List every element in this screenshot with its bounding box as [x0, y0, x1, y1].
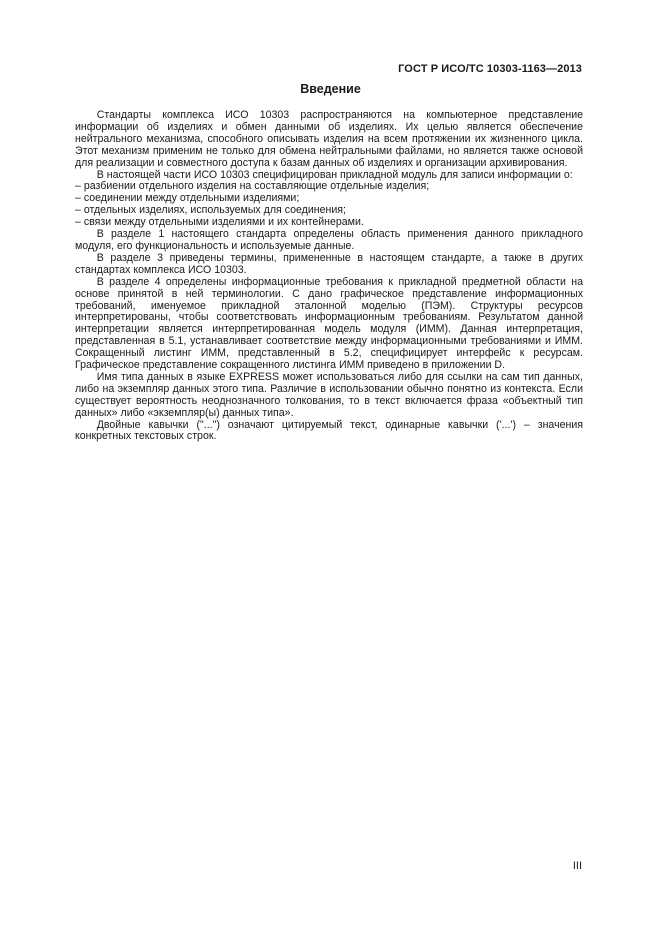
paragraph-express: Имя типа данных в языке EXPRESS может использоваться либо для ссылки на сам тип данных, либо на экземпляр данных этого типа. Различие в использовании обычно понятно из контекста. Если существует вероятность неоднозначного толкования, то в текст включается фраза «объектный тип данных» либо «экземпляр(ы) данных типа». [75, 370, 583, 419]
list-item: – связи между отдельными изделиями и их контейнерами. [75, 217, 583, 229]
list-item: – соединении между отдельными изделиями; [75, 193, 583, 205]
list-item: – отдельных изделиях, используемых для соединения; [75, 205, 583, 217]
paragraph-section-4: В разделе 4 определены информационные требования к прикладной предметной области на основе принятой в ней терминологии. С дано графическое представление информационных требований, именуемое прикладной эталонной моделью (ПЭМ). Структуры ресурсов интерпретированы, чтобы соответствовать информационным требованиям. Результатом данной интерпретации является интерпретированная модель модуля (ИММ). Данная интерпретация, представленная в 5.1, устанавливает соответствие между информационными требованиями и ИММ. Сокращенный листинг ИММ, представленный в 5.2, специфицирует интерфейс к ресурсам. Графическое представление сокращенного листинга ИММ приведено в приложении D. [75, 275, 583, 372]
paragraph-section-1: В разделе 1 настоящего стандарта определены область применения данного прикладного модуля, его функциональность и используемые данные. [75, 228, 583, 252]
section-title: Введение [300, 82, 361, 96]
standard-code-header: ГОСТ Р ИСО/ТС 10303-1163—2013 [398, 63, 582, 75]
paragraph-scope: В настоящей части ИСО 10303 специфицирован прикладной модуль для записи информации о: [96, 168, 573, 181]
document-body [75, 110, 583, 443]
paragraph-section-3: В разделе 3 приведены термины, примененные в настоящем стандарте, а также в других стандартах комплекса ИСО 10303. [75, 251, 583, 276]
paragraph-quotes: Двойные кавычки ("...") означают цитируемый текст, одинарные кавычки ('...') – значения конкретных текстовых строк. [75, 418, 583, 443]
page-number: III [572, 860, 582, 872]
paragraph-intro: Стандарты комплекса ИСО 10303 распространяются на компьютерное представление информации об изделиях и обмен данными об изделиях. Их целью является обеспечение нейтрального механизма, способного описывать изделия на всем протяжении их жизненного цикла. Этот механизм применим не только для обмена нейтральными файлами, но является также основой для реализации и совместного доступа к базам данных об изделиях и организации архивирования. [75, 109, 583, 169]
list-item: – разбиении отдельного изделия на составляющие отдельные изделия; [75, 181, 583, 193]
